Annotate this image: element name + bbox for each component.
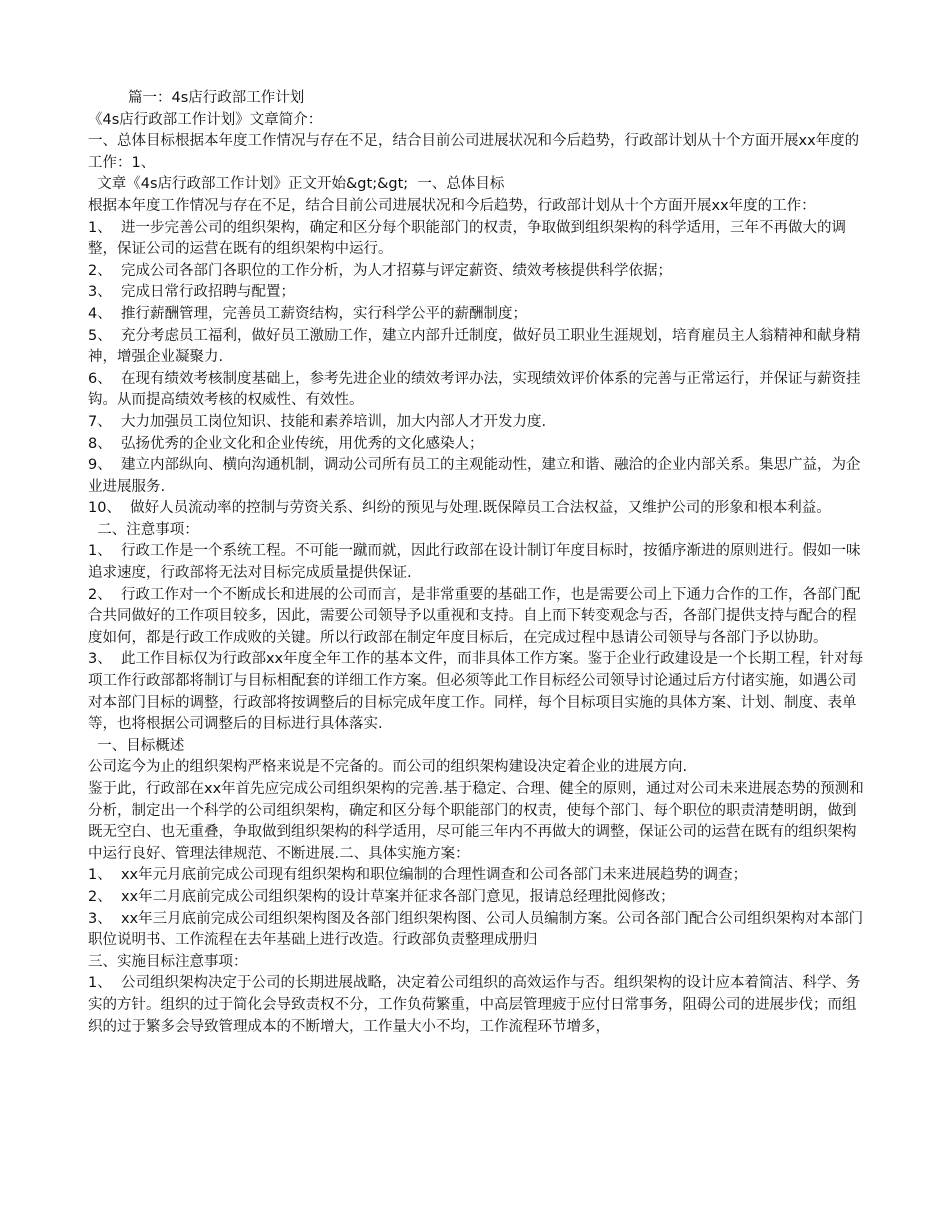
document-paragraph: 1、 xx年元月底前完成公司现有组织架构和职位编制的合理性调查和公司各部门未来进展趋势的调查；: [88, 867, 748, 884]
document-paragraph: 一、目标概述: [88, 737, 185, 754]
document-paragraph: 1、 进一步完善公司的组织架构，确定和区分每个职能部门的权责，争取做到组织架构的科学适用，三年不再做大的调整，保证公司的运营在既有的组织架构中运行。: [88, 219, 846, 258]
document-paragraph: 公司迄今为止的组织架构严格来说是不完备的。而公司的组织架构建设决定着企业的进展方向.: [88, 759, 688, 776]
document-paragraph: 三、实施目标注意事项：: [88, 953, 248, 970]
document-paragraph: 一、总体目标根据本年度工作情况与存在不足，结合目前公司进展状况和今后趋势，行政部计划从十个方面开展xx年度的工作：1、: [88, 133, 860, 171]
document-paragraph: 《4s店行政部工作计划》文章简介：: [88, 111, 323, 128]
document-paragraph: 3、 xx年三月底前完成公司组织架构图及各部门组织架构图、公司人员编制方案。公司各部门配合公司组织架构对本部门职位说明书、工作流程在去年基础上进行改造。行政部负责整理成册归: [88, 910, 864, 949]
document-paragraph: 文章《4s店行政部工作计划》正文开始&gt;&gt; 一、总体目标: [88, 176, 505, 193]
document-paragraph: 鉴于此，行政部在xx年首先应完成公司组织架构的完善.基于稳定、合理、健全的原则，通过对公司未来进展态势的预测和分析，制定出一个科学的公司组织架构，确定和区分每个职能部门的权责，使每个部门、每个职位的职责清楚明朗，做到既无空白、也无重叠，争取做到组织架构的科学适用，尽可能三年内不再做大的调整，保证公司的运营在既有的组织架构中运行良好、管理法律规范、不断进展.二、具体实施方案：: [88, 781, 864, 862]
document-paragraph: 根据本年度工作情况与存在不足，结合目前公司进展状况和今后趋势，行政部计划从十个方面开展xx年度的工作：: [88, 197, 816, 214]
document-body: [88, 110, 870, 1039]
document-paragraph: 二、注意事项：: [88, 521, 199, 538]
document-paragraph: 7、 大力加强员工岗位知识、技能和素养培训，加大内部人才开发力度.: [88, 413, 547, 430]
document-title: 篇一：4s店行政部工作计划: [128, 90, 305, 106]
document-paragraph: 4、 推行薪酬管理，完善员工薪资结构，实行科学公平的薪酬制度；: [88, 305, 527, 322]
document-paragraph: 2、 xx年二月底前完成公司组织架构的设计草案并征求各部门意见，报请总经理批阅修改；: [88, 888, 675, 905]
document-paragraph: 1、 公司组织架构决定于公司的长期进展战略，决定着公司组织的高效运作与否。组织架构的设计应本着简洁、科学、务实的方针。组织的过于简化会导致责权不分，工作负荷繁重，中高层管理疲于应付日常事务，阻碍公司的进展步伐；而组织的过于繁多会导致管理成本的不断增大，工作量大小不均，工作流程环节增多，: [88, 975, 861, 1035]
document-paragraph: 2、 完成公司各部门各职位的工作分析，为人才招募与评定薪资、绩效考核提供科学依据；: [88, 262, 672, 279]
document-paragraph: 3、 此工作目标仅为行政部xx年度全年工作的基本文件，而非具体工作方案。鉴于企业行政建设是一个长期工程，针对每项工作行政部都将制订与目标相配套的详细工作方案。但必须等此工作目标经公司领导讨论通过后方付诸实施，如遇公司对本部门目标的调整，行政部将按调整后的目标完成年度工作。同样，每个目标项目实施的具体方案、计划、制度、表单等，也将根据公司调整后的目标进行具体落实.: [88, 651, 864, 733]
document-paragraph: 5、 充分考虑员工福利，做好员工激励工作，建立内部升迁制度，做好员工职业生涯规划，培育雇员主人翁精神和献身精神，增强企业凝聚力.: [88, 327, 861, 366]
document-paragraph: 10、 做好人员流动率的控制与劳资关系、纠纷的预见与处理.既保障员工合法权益，又维护公司的形象和根本利益。: [88, 500, 831, 517]
document-paragraph: 2、 行政工作对一个不断成长和进展的公司而言，是非常重要的基础工作，也是需要公司上下通力合作的工作，各部门配合共同做好的工作项目较多，因此，需要公司领导予以重视和支持。自上而下转变观念与否，各部门提供支持与配合的程度如何，都是行政工作成败的关键。所以行政部在制定年度目标后，在完成过程中恳请公司领导与各部门予以协助。: [88, 586, 861, 646]
document-paragraph: 1、 行政工作是一个系统工程。不可能一蹴而就，因此行政部在设计制订年度目标时，按循序渐进的原则进行。假如一味追求速度，行政部将无法对目标完成质量提供保证.: [88, 543, 861, 582]
document-paragraph: 8、 弘扬优秀的企业文化和企业传统，用优秀的文化感染人；: [88, 435, 484, 452]
document-paragraph: 6、 在现有绩效考核制度基础上，参考先进企业的绩效考评办法，实现绩效评价体系的完善与正常运行，并保证与薪资挂钩。从而提高绩效考核的权威性、有效性。: [88, 370, 861, 409]
document-paragraph: 9、 建立内部纵向、横向沟通机制，调动公司所有员工的主观能动性，建立和谐、融洽的企业内部关系。集思广益，为企业进展服务.: [88, 457, 861, 495]
document-paragraph: 3、 完成日常行政招聘与配置；: [88, 284, 295, 301]
